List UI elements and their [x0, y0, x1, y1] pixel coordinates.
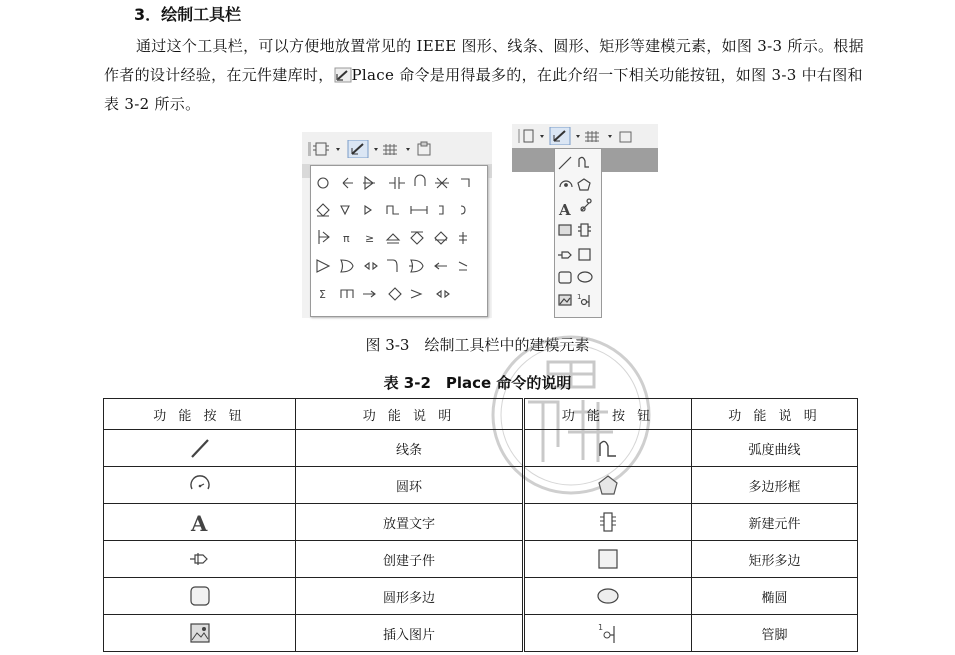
text-a-icon	[188, 510, 212, 534]
ieee-toolbar-figure	[302, 132, 492, 318]
text-button-cell	[104, 504, 296, 541]
table-header-row	[104, 399, 858, 430]
subpart-button-cell	[104, 541, 296, 578]
svg-text:A: A	[559, 201, 571, 219]
intro-paragraph	[104, 32, 864, 119]
polygon-icon	[596, 473, 620, 497]
rounded-rect-button-cell	[104, 578, 296, 615]
component-button-cell	[524, 504, 692, 541]
toolbar-bar	[302, 132, 492, 165]
row-desc-right: 椭圆	[692, 578, 858, 615]
place-tool-icon	[334, 67, 352, 83]
row-desc-right: 新建元件	[692, 504, 858, 541]
svg-text:Σ: Σ	[319, 288, 326, 301]
line-button-cell	[104, 430, 296, 467]
place-word: Place	[351, 66, 395, 84]
header-button-col: 功 能 按 钮	[104, 399, 296, 430]
row-desc: 放置文字	[296, 504, 524, 541]
paragraph-part2: 命令是用得最多的，在此介绍一下相关功能按钮，如图 3-3 中右图和表 3-2 所示。	[104, 66, 863, 113]
place-toolbar-figure	[512, 124, 658, 318]
svg-text:A: A	[190, 511, 207, 534]
row-desc-right: 弧度曲线	[692, 430, 858, 467]
row-desc: 插入图片	[296, 615, 524, 652]
header-button-col-2: 功 能 按 钮	[524, 399, 692, 430]
arc-curve-icon	[596, 436, 620, 460]
place-menu-palette	[554, 148, 602, 318]
pin-button-cell	[524, 615, 692, 652]
row-desc: 线条	[296, 430, 524, 467]
ellipse-button-cell	[524, 578, 692, 615]
row-desc-right: 管脚	[692, 615, 858, 652]
circle-button-cell	[104, 467, 296, 504]
row-desc-right: 多边形框	[692, 467, 858, 504]
svg-text:1: 1	[577, 293, 582, 301]
rectangle-button-cell	[524, 541, 692, 578]
table-row	[104, 467, 858, 504]
new-component-icon	[596, 510, 620, 534]
svg-text:1: 1	[598, 623, 604, 632]
rounded-rect-icon	[188, 584, 212, 608]
line-icon	[188, 436, 212, 460]
place-menu-icons	[555, 149, 601, 317]
table-row	[104, 615, 858, 652]
ieee-symbol-palette	[310, 165, 488, 317]
table-row	[104, 541, 858, 578]
table-row	[104, 430, 858, 467]
toolbar-buttons-right-icon	[516, 127, 654, 145]
svg-text:≥: ≥	[365, 232, 375, 245]
subpart-icon	[188, 547, 212, 571]
svg-text:π: π	[343, 232, 350, 245]
ieee-symbols-icon	[311, 166, 487, 316]
table-row	[104, 578, 858, 615]
pin-icon	[596, 621, 620, 645]
toolbar-buttons-icon	[306, 140, 486, 158]
place-command-table	[103, 398, 858, 652]
polygon-button-cell	[524, 467, 692, 504]
row-desc-right: 矩形多边	[692, 541, 858, 578]
section-heading: 3．绘制工具栏	[134, 5, 242, 24]
row-desc: 创建子件	[296, 541, 524, 578]
circle-ring-icon	[188, 473, 212, 497]
rectangle-icon	[596, 547, 620, 571]
image-icon	[188, 621, 212, 645]
table-title: 表 3-2 Place 命令的说明	[383, 374, 572, 392]
image-button-cell	[104, 615, 296, 652]
arc-button-cell	[524, 430, 692, 467]
header-desc-col: 功 能 说 明	[296, 399, 524, 430]
paragraph-part1: 通过这个工具栏，可以方便地放置常见的 IEEE 图形、线条、圆形、矩形等建模元素，如图 3-3 所示。根据作者的设计经验，在元件建库时，	[104, 37, 864, 84]
ellipse-icon	[596, 584, 620, 608]
table-row	[104, 504, 858, 541]
toolbar-bar-right	[512, 124, 658, 148]
row-desc: 圆形多边	[296, 578, 524, 615]
header-desc-col-2: 功 能 说 明	[692, 399, 858, 430]
row-desc: 圆环	[296, 467, 524, 504]
figure-caption: 图 3-3 绘制工具栏中的建模元素	[365, 336, 590, 354]
